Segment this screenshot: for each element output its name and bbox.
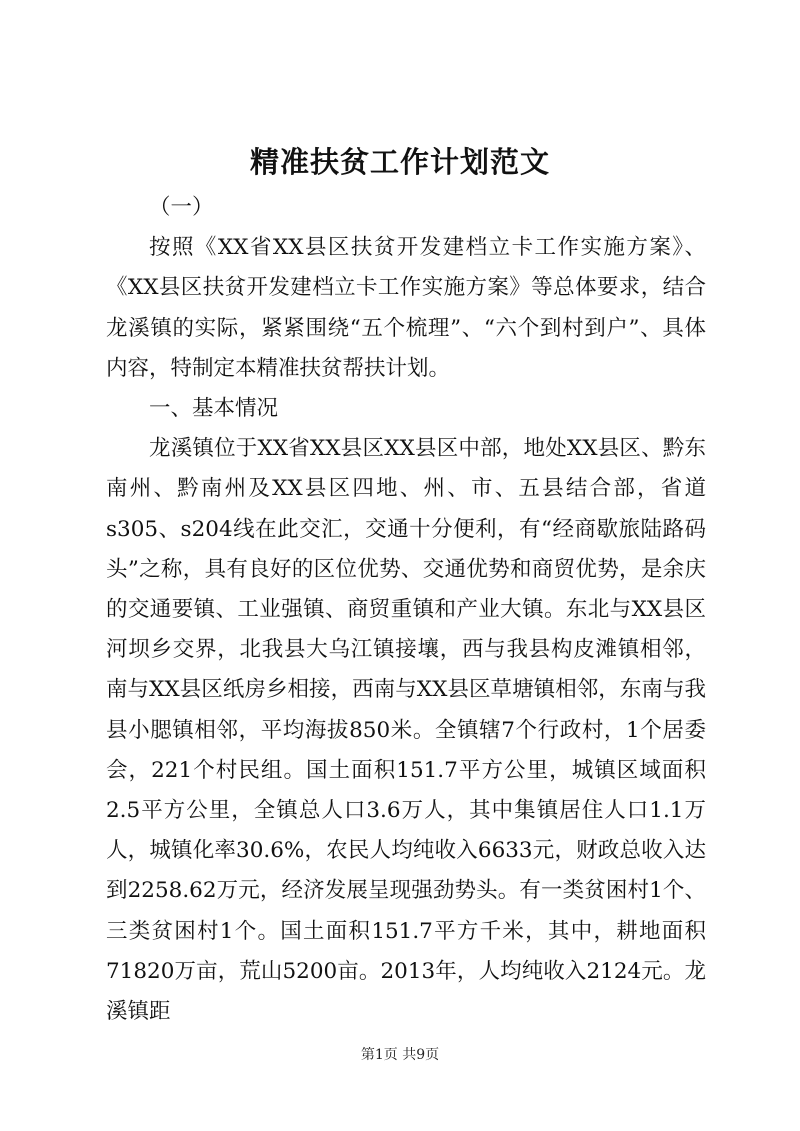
document-title: 精准扶贫工作计划范文 [249,145,550,179]
intro-paragraph: 按照《XX省XX县区扶贫开发建档立卡工作实施方案》、《XX县区扶贫开发建档立卡工作实施方案》等总体要求，结合龙溪镇的实际，紧紧围绕“五个梳理”、“六个到村到户”、具体内容，特制定本精准扶贫帮扶计划。 [106,235,706,381]
section-heading-basic-situation: 一、基本情况 [149,396,279,422]
document-body [106,188,706,1032]
basic-situation-paragraph: 龙溪镇位于XX省XX县区XX县区中部，地处XX县区、黔东南州、黔南州及XX县区四地、州、市、五县结合部，省道s305、s204线在此交汇，交通十分便利，有“经商歇旅陆路码头”之称，具有良好的区位优势、交通优势和商贸优势，是余庆的交通要镇、工业强镇、商贸重镇和产业大镇。东北与XX县区河坝乡交界，北我县大乌江镇接壤，西与我县构皮滩镇相邻，南与XX县区纸房乡相接，西南与XX县区草塘镇相邻，东南与我县小腮镇相邻，平均海拔850米。全镇辖7个行政村，1个居委会，221个村民组。国土面积151.7平方公里，城镇区域面积2.5平方公里，全镇总人口3.6万人，其中集镇居住人口1.1万人，城镇化率30.6%，农民人均纯收入6633元，财政总收入达到2258.62万元，经济发展呈现强劲势头。有一类贫困村1个、三类贫困村1个。国土面积151.7平方千米，其中，耕地面积71820万亩，荒山5200亩。2013年，人均纯收入2124元。龙溪镇距 [106,436,706,1025]
page-footer: 第1页 共9页 [360,1047,440,1063]
section-number: （一） [149,195,214,220]
